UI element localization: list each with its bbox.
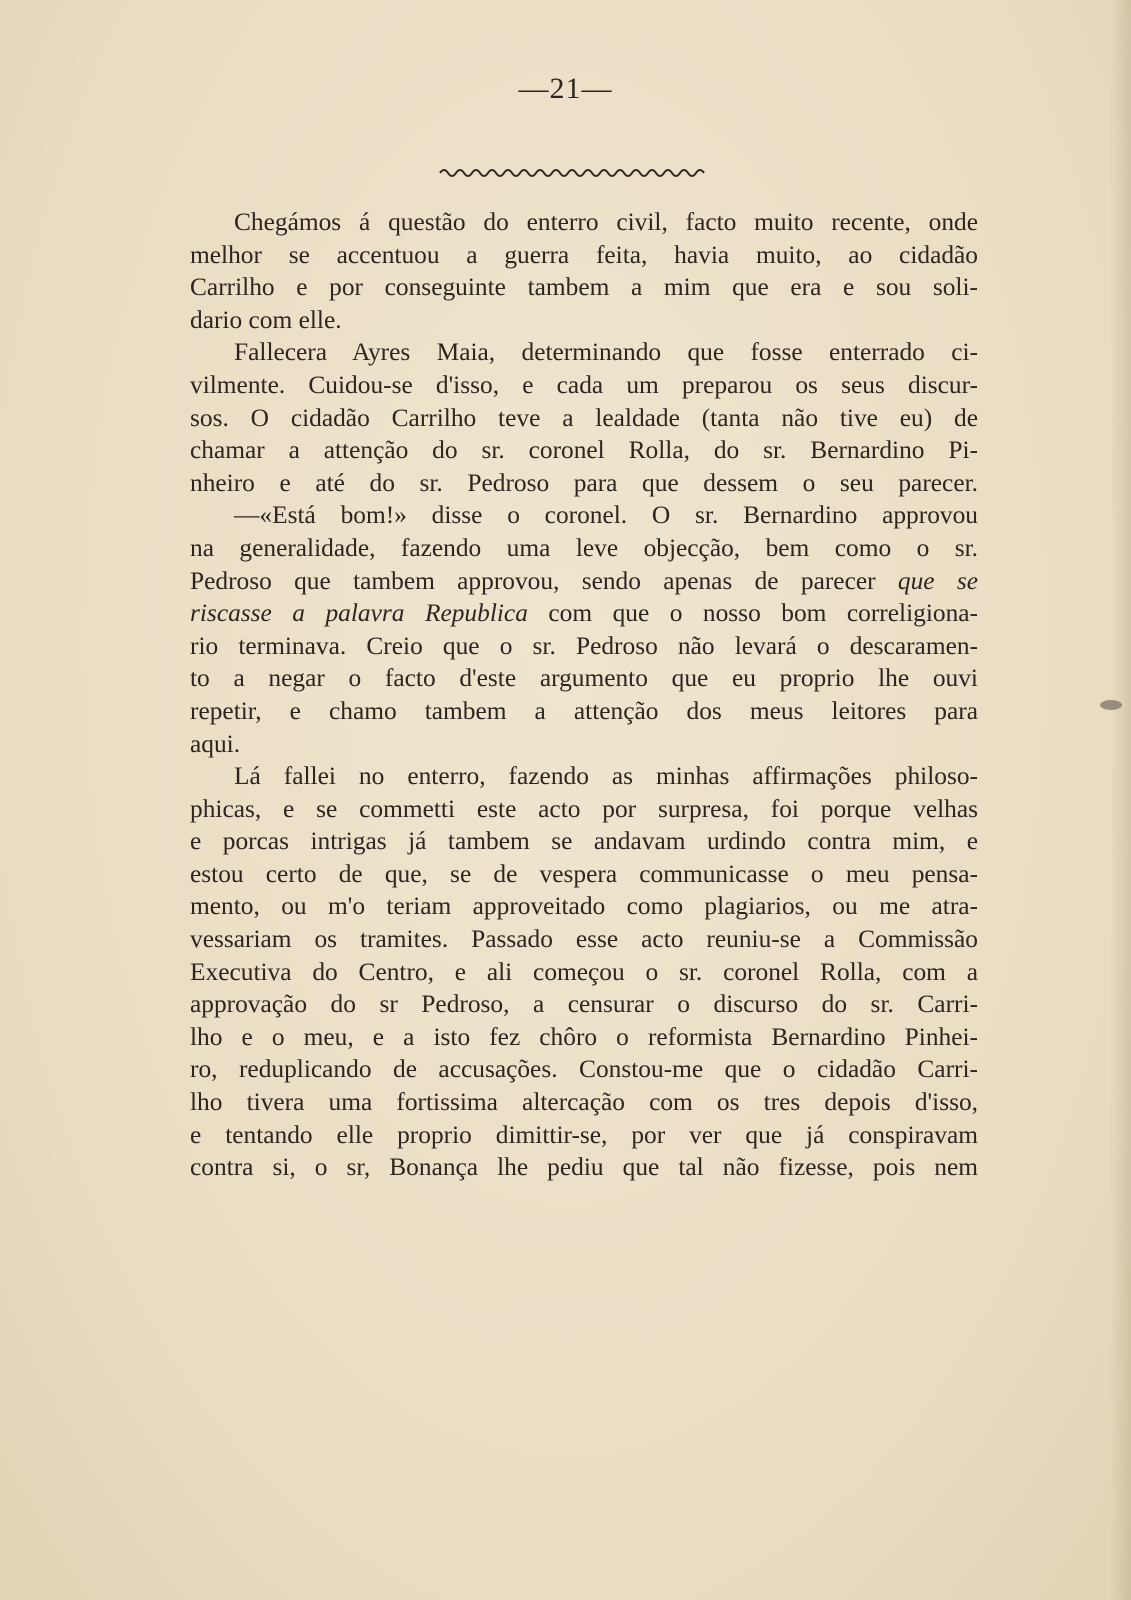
italic-phrase: que se	[897, 566, 978, 595]
text-line: aqui.	[190, 729, 241, 758]
text-line: contra si, o sr, Bonança lhe pediu que tal não fizesse, pois nem	[190, 1153, 978, 1182]
text-line: vessariam os tramites. Passado esse acto reuniu-se a Commissão	[190, 925, 978, 954]
text-fragment: com que o nosso bom correligiona-	[548, 599, 978, 628]
text-line: Chegámos á questão do enterro civil, facto muito recente, onde	[234, 208, 978, 236]
text-line: approvação do sr Pedroso, a censurar o discurso do sr. Carri-	[190, 990, 978, 1019]
text-line: chamar a attenção do sr. coronel Rolla, do sr. Bernardino Pi-	[190, 436, 978, 465]
page-edge-shadow	[1109, 0, 1131, 1600]
text-line: Carrilho e por conseguinte tambem a mim que era e sou soli-	[190, 273, 978, 302]
text-line: sos. O cidadão Carrilho teve a lealdade (tanta não tive eu) de	[190, 403, 978, 432]
text-line: lho e o meu, e a isto fez chôro o reformista Bernardino Pinhei-	[190, 1022, 978, 1051]
text-line: melhor se accentuou a guerra feita, havia muito, ao cidadão	[190, 240, 978, 269]
text-line: e porcas intrigas já tambem se andavam urdindo contra mim, e	[190, 827, 978, 856]
text-line: mento, ou m'o teriam approveitado como plagiarios, ou me atra-	[190, 892, 978, 921]
text-line: lho tivera uma fortissima altercação com os tres depois d'isso,	[190, 1088, 978, 1117]
text-line	[190, 565, 978, 598]
text-line: vilmente. Cuidou-se d'isso, e cada um preparou os seus discur-	[190, 370, 978, 399]
text-line: estou certo de que, se de vespera communicasse o meu pensa-	[190, 859, 978, 888]
page-number: —21—	[518, 72, 613, 105]
text-line: to a negar o facto d'este argumento que eu proprio lhe ouvi	[190, 664, 978, 693]
text-line: —«Está bom!» disse o coronel. O sr. Bernardino approvou	[234, 501, 978, 530]
text-fragment: Pedroso que tambem approvou, sendo apenas de parecer	[190, 566, 876, 595]
text-line: na generalidade, fazendo uma leve objecção, bem como o sr.	[190, 533, 978, 562]
ink-smudge	[1100, 700, 1122, 710]
text-line: repetir, e chamo tambem a attenção dos meus leitores para	[190, 696, 978, 725]
text-line: e tentando elle proprio dimittir-se, por ver que já conspiravam	[190, 1120, 978, 1149]
text-line: Fallecera Ayres Maia, determinando que fosse enterrado ci-	[234, 338, 978, 367]
italic-phrase: riscasse a palavra Republica	[190, 599, 528, 628]
text-line	[190, 597, 978, 630]
text-line: phicas, e se commetti este acto por surpresa, foi porque velhas	[190, 794, 978, 823]
text-line: Lá fallei no enterro, fazendo as minhas affirmações philoso-	[234, 762, 978, 791]
wavy-rule-ornament	[438, 166, 712, 180]
text-line: Executiva do Centro, e ali começou o sr. coronel Rolla, com a	[190, 957, 978, 986]
text-line: rio terminava. Creio que o sr. Pedroso não levará o descaramen-	[190, 631, 978, 660]
body-text	[190, 206, 978, 1184]
text-line: dario com elle.	[190, 305, 342, 334]
text-line: ro, reduplicando de accusações. Constou-me que o cidadão Carri-	[190, 1055, 978, 1084]
text-line: nheiro e até do sr. Pedroso para que dessem o seu parecer.	[190, 468, 978, 497]
